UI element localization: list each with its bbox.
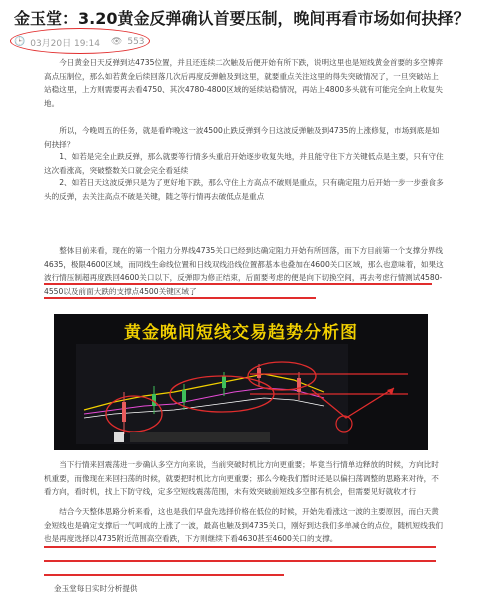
paragraph-intro — [44, 56, 444, 110]
clock-icon: 🕒 — [14, 37, 26, 47]
eye-icon: 👁 — [110, 37, 123, 47]
red-underline — [44, 574, 284, 576]
paragraph-scenario-1 — [44, 150, 444, 177]
paragraph-analysis — [44, 244, 444, 298]
red-underline — [44, 297, 316, 299]
publish-date: 03月20日 19:14 — [30, 38, 100, 49]
paragraph-conclusion — [44, 505, 444, 546]
red-underline — [44, 560, 436, 562]
paragraph-scenario-2 — [44, 176, 444, 203]
red-underline — [44, 283, 432, 285]
paragraph-text: 1、如若是完全止跌反弹，那么就要等行情多头重启开始逐步收复失地，并且能守住下方关键低点是主要，只有守住这次看涨高，突破整数关口就会完全看延续 — [44, 152, 444, 175]
paragraph-text: 所以，今晚周五的任务，就是看昨晚这一波4500止跌反弹到今日这波反弹触及到4735的上涨修复，市场到底是如何抉择？ — [44, 126, 440, 149]
footer-caption: 金玉堂每日实时分析提供 — [54, 584, 138, 593]
paragraph-text: 整体目前来看，现在的第一个阻力分界线4735关口已经到达确定阻力开始有所回落，而下方目前第一个支撑分界线4635，极限4600区域，而同线生命线位置和日线双线沿线位置都基本也叠加在4600关口区域，那么也意味着，如果这波行情压制超再度跌回4600关口以下，反弹即为修正结束，后面要考虑的便是向下切换空间，再去考虑行情测试4580-4550以及前面大跌的支撑点4500关键区域了 — [44, 246, 444, 296]
paragraph-question — [44, 124, 444, 151]
article-meta — [14, 34, 145, 50]
paragraph-text: 当下行情来回震荡进一步确认多空方向来说，当前突破时机比方向更重要；毕竟当行情单边释放的时候，方向比时机重要，而像现在来回扫荡的时候，就要把时机比方向更重要；那么今晚我们暂时还是以偏扫荡调整的思路来对待，不看方向，看时机，找上下防守线，定多空短线震荡范围，未有效突破前短线多空都有机会，但需要见好就收才行 — [44, 460, 439, 497]
candlestick-graphic — [54, 314, 428, 450]
view-count: 553 — [127, 37, 145, 47]
analysis-chart-image — [54, 314, 428, 450]
red-underline — [44, 546, 436, 548]
article-title: 金玉堂：3.20黄金反弹确认首要压制，晚间再看市场如何抉择？ — [14, 9, 470, 28]
paragraph-text: 结合今天整体思路分析来看，这也是我们早盘先选择价格在低位的时候，开始先看涨这一波的主要原因，而白天黄金短线也是确定支撑后一气呵成的上涨了一波，最高也触及到4735关口，刚好到达我们多单减仓的点位，随机短线我们也是再度选择以4735附近范围高空看跌，下方则继续下看4630甚至4600关口的支撑。 — [44, 507, 444, 544]
chart-image-title: 黄金晚间短线交易趋势分析图 — [124, 323, 358, 343]
paragraph-text: 2、如若日天这波反弹只是为了更好地下跌，那么守住上方高点不破则是重点，只有确定阻力后开始一步一步蚕食多头的反弹，去关注高点不破是关键，随之等行情再去破低点是重点 — [44, 178, 444, 201]
paragraph-strategy — [44, 458, 444, 499]
paragraph-text: 今日黄金日天反弹到达4735位置，并且还连续二次触及后便开始有所下跌，说明这里也是短线黄金首要的多空博弈高点压制位，那么如若黄金后续回落几次后再度反弹触及到这里，就要重点关注这里的得失突破情况了，一旦突破站上站稳这里，上方则需要再去看4750、其次4780-4800区域的延续站稳情况，再站上4800多头就有可能完全向上收复失地。 — [44, 58, 444, 108]
